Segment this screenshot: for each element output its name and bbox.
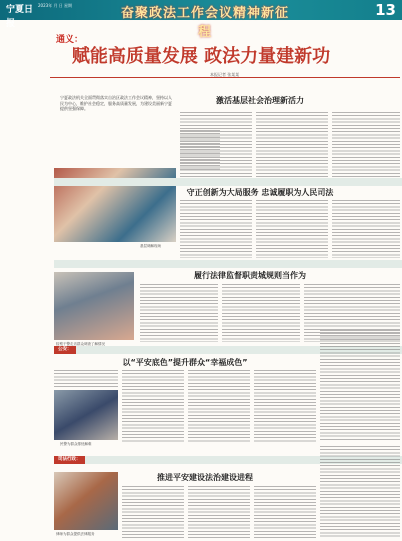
body-text-column: [188, 370, 250, 442]
section-title-3: 履行法律监督职责城规则当作为: [194, 271, 306, 280]
body-text-column: [332, 112, 400, 178]
section-title-4: 以“平安底色”提升群众“幸福成色”: [122, 358, 248, 367]
body-text-column: [122, 370, 184, 442]
body-text-column: [332, 200, 400, 258]
body-text-column: [122, 486, 184, 538]
body-text-column: [320, 330, 400, 442]
section-tab: 公安：: [54, 346, 76, 354]
body-text-column: [140, 284, 218, 342]
headline-rule: [50, 77, 400, 78]
article-headline: 赋能高质量发展 政法力量建新功: [71, 46, 331, 67]
photo-caption: 民警为群众排忧解难: [60, 442, 92, 446]
body-text-column: [222, 284, 300, 342]
page-section-title: 奋聚政法工作会议精神新征程: [120, 6, 289, 40]
section-bar: [54, 260, 402, 268]
news-photo: [54, 390, 118, 440]
section-bar: [54, 178, 402, 186]
section-tab: 司法行政：: [54, 456, 85, 464]
news-photo: [54, 472, 118, 530]
body-text-column: [254, 486, 316, 538]
body-text-column: [256, 200, 328, 258]
section-title-5: 推进平安建设法治建设进程: [157, 473, 253, 482]
issue-date: 2023年 月 日 星期: [38, 3, 72, 8]
photo-caption: 基层调解现场: [140, 244, 161, 248]
photo-caption: 检察干警走访群众调查了解情况: [56, 342, 105, 346]
body-text-column: [254, 370, 316, 442]
body-text-column: [188, 486, 250, 538]
article-byline: 本报记者 张某某: [210, 72, 240, 77]
body-text-column: [180, 200, 252, 258]
news-photo: [54, 272, 134, 340]
page-number: 13: [375, 1, 396, 19]
section-title-1: 激活基层社会治理新活力: [216, 96, 304, 105]
body-text-column: [320, 446, 400, 538]
article-kicker: 通义：: [56, 35, 84, 45]
article-intro: 宁夏政法机关全面贯彻落实自治区政法工作会议精神，坚持以人民为中心，维护社会稳定，服务高质量发展，为建设美丽新宁夏提供坚强保障。: [60, 95, 172, 112]
section-title-2: 守正创新为大局服务 忠诚履职为人民司法: [186, 188, 334, 197]
body-text-column: [256, 112, 328, 178]
newspaper-logo: 宁夏日报: [6, 5, 34, 29]
body-text-column: [180, 130, 220, 170]
body-text-column: [54, 370, 118, 388]
photo-caption: 律师为群众提供法律服务: [56, 532, 95, 536]
